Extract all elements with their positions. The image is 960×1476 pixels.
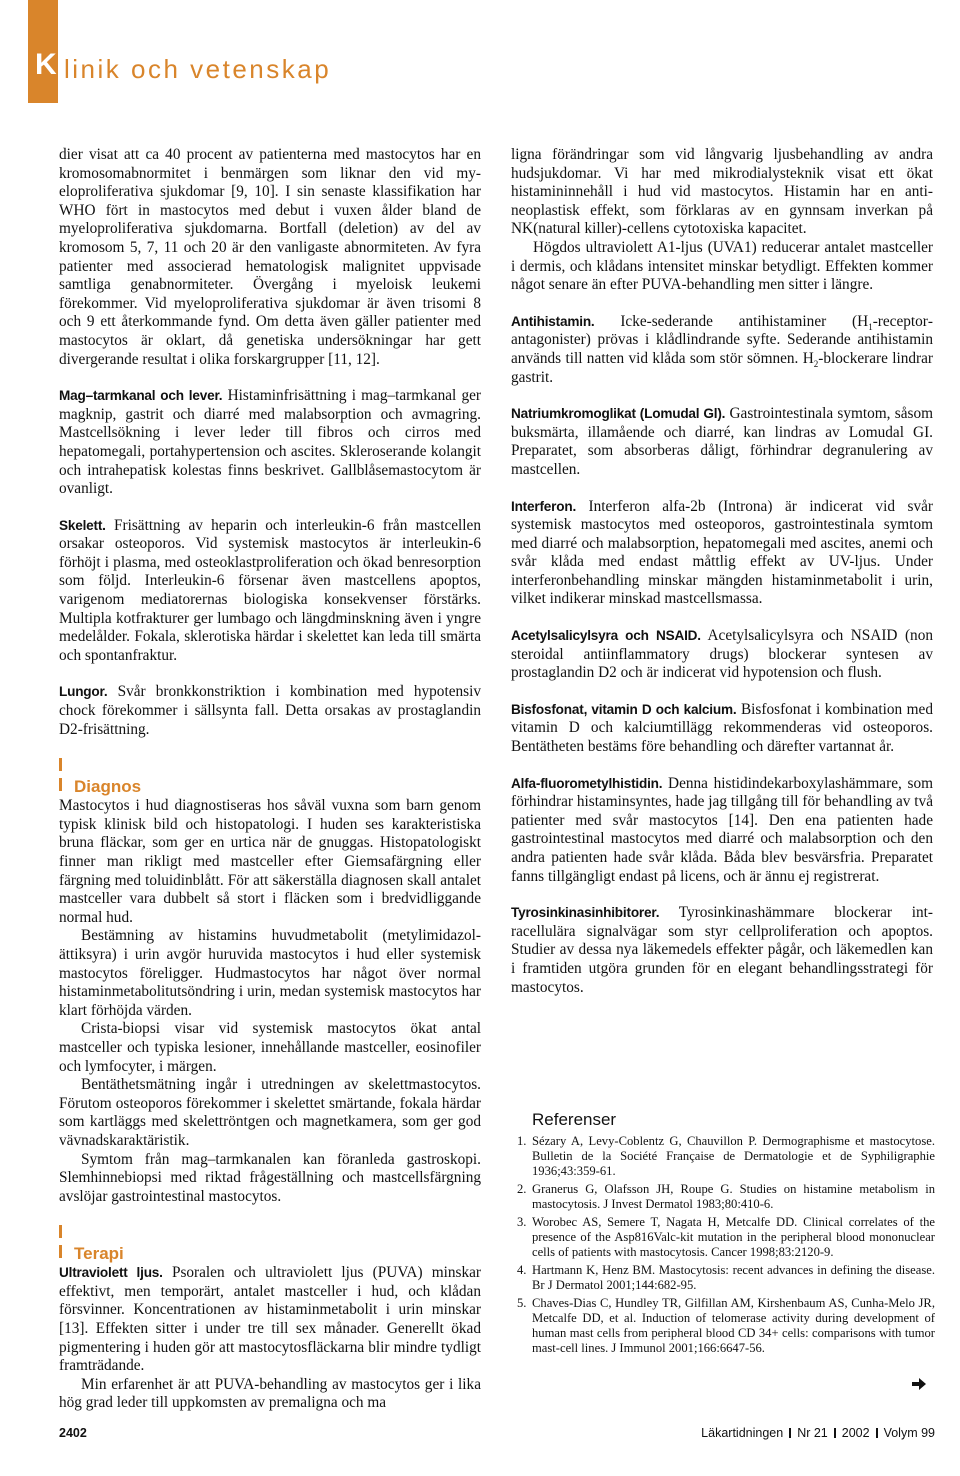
paragraph-text: Interferon alfa-2b (Introna) är indicerat vid svår systemisk mastocytos med osteoporos, gastrointestinala symtom med diarré och malabsorption, hepatomegali med ascites, anemi och svår klåda med endast måttlig effekt av UV-ljus. Under interferonbehandling minskar mängden histaminmetabolit i urin, vilket indikerar minskad mastcellsmassa. — [511, 497, 933, 608]
paragraph: dier visat att ca 40 procent av patienterna med mastocytos har en kromosomabnormitet i benmärgen som liknar den vid myeloproliferativa sjukdomar [9, 10]. I sin senaste klassifikation har WHO fört in mastocytos med debut i vuxen ålder bland de myeloproliferativa sjukdomarna. Bortfall (deletion) av del av kromosom 5, 7, 11 och 20 är den vanligaste abnormiteten. Av fyra patienter med associerad hematologisk malignitet uppvisade samtliga genabnormiteter. Övergång i myeloisk leukemi förekommer. Vid myeloproliferativa sjukdomar är även trisomi 8 och 9 ett återkommande fynd. Om detta även gäller patienter med mastocytos är oklart, då genetiska undersökningar har gett divergerande resultat i olika forskargrupper [11, 12]. — [59, 146, 481, 368]
reference-number: 2. — [517, 1182, 527, 1196]
journal-name: Läkartidningen — [701, 1426, 784, 1440]
run-in-heading: Antihistamin. — [511, 313, 595, 329]
header-section-title: linik och vetenskap — [64, 54, 332, 84]
paragraph-text: Frisättning av heparin och interleukin-6 från mastcellen orsakar osteoporos. Vid systemisk mastocytos är interleukin-6 förhöjt i plasma, med osteoklastproliferation och ökad benresorption som följd. Interleukin-6 försenar även mastcellens apoptos, varigenom mediatorernas biologiska konsekvenser förstärks. Multipla kotfrakturer ger lumbago och längdminskning även i yngre medelålder. Fokala, sklerotiska härdar i skelettet kan leda till smärta och spontanfraktur. — [59, 516, 481, 664]
reference-number: 4. — [517, 1263, 527, 1277]
paragraph — [511, 405, 933, 479]
paragraph: Mastocytos i hud diagnostiseras hos såväl vuxna som barn genom typisk klinisk bild och histopatologi. I huden ses karakteristiska bruna fläckar, som ger en urtica när de gnuggas. Histopatologiskt finner man rikligt med mastceller efter Giemsafärgning eller färgning med toluidinblått. För att säkerställa diagnosen skall antalet mastceller vara dubbelt så stort i fläcken som i bredvidliggande normal hud. — [59, 797, 481, 926]
paragraph — [59, 517, 481, 666]
journal-info — [701, 1426, 935, 1440]
paragraph: Crista-biopsi visar vid systemisk mastocytos ökat antal mastceller och typiska lesioner, innehållande mastceller, eosinofiler och lymfocyter, i märgen. — [59, 1020, 481, 1075]
divider — [789, 1428, 791, 1438]
issue-number: Nr 21 — [797, 1426, 828, 1440]
paragraph-text: -blockerare lindrar gastrit. — [511, 349, 934, 386]
paragraph — [511, 498, 933, 610]
paragraph-text: Svår bronkkonstriktion i kombination med hypotensiv chock förekommer i sällsynta fall. Detta orsakas av prostaglandin D2-frisättning. — [59, 683, 481, 738]
run-in-heading: Lungor. — [59, 684, 108, 700]
reference-item — [511, 1182, 935, 1212]
run-in-heading: Skelett. — [59, 517, 106, 533]
run-in-heading: Tyrosinkinasinhibitorer. — [511, 905, 660, 921]
volume: Volym 99 — [883, 1426, 935, 1440]
section-marker-icon — [59, 1225, 67, 1238]
references-list — [511, 1134, 935, 1356]
header-first-letter: K — [35, 48, 57, 81]
paragraph — [59, 683, 481, 739]
page-header — [0, 0, 960, 110]
section-heading-terapi — [59, 1224, 481, 1264]
arrow-right-icon — [912, 1378, 926, 1390]
reference-text: Worobec AS, Semere T, Nagata H, Metcalfe DD. Clinical correlates of the presence of the Asp816Valc-kit mutation in the peripheral blood mononuclear cells of patients with mastocytosis. Cancer 1998;83:2120-9. — [532, 1215, 935, 1259]
section-title: Terapi — [74, 1244, 124, 1264]
paragraph — [59, 1264, 481, 1376]
reference-item — [511, 1296, 935, 1356]
paragraph-text: -receptorantagonister) prövas i klådlindrande syfte. Sederande antihistamin används till natten vid klåda som stör sömnen. H — [511, 312, 933, 367]
divider — [834, 1428, 836, 1438]
run-in-heading: Alfa-fluorometylhistidin. — [511, 775, 663, 791]
paragraph: Symtom från mag–tarmkanalen kan föranleda gastroskopi. Slemhinnebiopsi med riktad frågeställning och mastcellsfärgning avslöjar gastrointestinal mastocytos. — [59, 1150, 481, 1205]
right-column — [511, 146, 933, 997]
run-in-heading: Mag–tarmkanal och lever. — [59, 388, 223, 404]
paragraph-text: Gastrointestinala symtom, såsom buksmärta, illamående och diarré, kan lindras av Lomudal GI. Preparatet, som absorberas dåligt, förhindrar degranulering av mastcellen. — [511, 405, 933, 478]
run-in-heading: Natriumkromoglikat (Lomudal Gl). — [511, 406, 726, 422]
paragraph-text: Acetylsalicylsyra och NSAID (non steroidal antiinflammatory drugs) blockerar syntesen av prostaglandin D2 och är indicerat vid hypotension och flush. — [511, 627, 933, 682]
paragraph — [511, 627, 933, 683]
paragraph: Bentäthetsmätning ingår i utredningen av skelettmastocytos. Förutom osteoporos förekommer i skelettet smärtande, fokala härdar som kartläggs med skelettröntgen och magnetkamera, som ger god vävnadskaraktäristik. — [59, 1076, 481, 1149]
references-section — [511, 1110, 935, 1359]
reference-item — [511, 1134, 935, 1179]
run-in-heading: Bisfosfonat, vitamin D och kalcium. — [511, 701, 737, 717]
paragraph: Min erfarenhet är att PUVA-behandling av mastocytos ger i lika hög grad leder till uppkomsten av premaligna och ma — [59, 1375, 481, 1412]
paragraph — [511, 904, 933, 997]
reference-item — [511, 1215, 935, 1260]
subscript: 2 — [813, 358, 819, 369]
reference-text: Chaves-Dias C, Hundley TR, Gilfillan AM, Kirshenbaum AS, Cunha-Melo JR, Metcalfe DD, et al. Induction of telomerase activity during development of human mast cells from peripheral blood CD 34+ cells: comparisons with tumor mast-cell lines. J Immunol 2001;166:6647-56. — [532, 1296, 935, 1355]
section-heading-diagnos — [59, 757, 481, 797]
run-in-heading: Interferon. — [511, 498, 577, 514]
reference-text: Sézary A, Levy-Coblentz G, Chauvillon P. Dermographisme et mastocytose. Bulletin de la Société Française de Dermatologie et de Syphiligraphie 1936;43:359-61. — [532, 1134, 935, 1178]
run-in-heading: Ultraviolett ljus. — [59, 1265, 163, 1281]
paragraph — [511, 775, 933, 887]
section-title: Diagnos — [74, 777, 142, 797]
paragraph-text: Psoralen och ultraviolett ljus (PUVA) minskar effektivt, men temporärt, antalet mastceller i hud, och klådan försvinner. Koncentrationen av histaminmetabolit i urin minskar [13]. Effekten sitter i under tre till sex månader. Generellt ökad pigmentering i huden gör att mastocytosfläckarna blir mindre tydligt framträdande. — [59, 1264, 482, 1375]
paragraph — [511, 701, 933, 757]
page-footer — [59, 1426, 935, 1444]
page-number: 2402 — [59, 1426, 87, 1440]
reference-text: Granerus G, Olafsson JH, Roupe G. Studies on histamine metabolism in mastocytosis. J Invest Dermatol 1983;80:410-6. — [532, 1182, 935, 1211]
paragraph-text: Icke-sederande antihistaminer (H — [594, 312, 869, 330]
subscript: 1 — [868, 321, 873, 332]
reference-number: 1. — [517, 1134, 527, 1148]
paragraph-text: Bisfosfonat i kombination med vitamin D och kalciumtillägg rekommenderas vid osteoporos. Bentätheten bestäms före behandling och därefter vartannat år. — [511, 700, 933, 756]
reference-number: 3. — [517, 1215, 527, 1229]
year: 2002 — [841, 1426, 870, 1440]
reference-text: Hartmann K, Henz BM. Mastocytosis: recent advances in defining the disease. Br J Dermatol 2001;144:682-95. — [532, 1263, 935, 1292]
paragraph: Bestämning av histamins huvudmetabolit (metylimidazolättiksyra) i urin avgör huruvida mastocytos i hud eller systemisk mastocytos föreligger. Hudmastocytos har något över normal histaminmetabolitutsöndring i urin, medan systemisk mastocytos har klart förhöjda värden. — [59, 927, 481, 1019]
paragraph: ligna förändringar som vid långvarig ljusbehandling av andra hudsjukdomar. Vi har med mikrodialysteknik visat ett ökat histamininnehåll i hud vid mastocytos. Histamin har en antineoplastisk effekt, som förklaras av en gynnsam inverkan på NK(natural killer)-cellens cytotoxiska kapacitet. — [511, 146, 933, 238]
paragraph — [511, 313, 933, 387]
reference-number: 5. — [517, 1296, 527, 1310]
paragraph: Högdos ultraviolett A1-ljus (UVA1) reducerar antalet mastceller i dermis, och klådans intensitet minskar betydligt. Effekten kommer något senare än efter PUVA-behandling men sitter i längre. — [511, 238, 933, 294]
paragraph — [59, 387, 481, 499]
references-title: Referenser — [532, 1110, 617, 1129]
paragraph-text: Tyrosinkinashämmare blockerar intracellulära signalvägar som styr cellproliferation och apoptos. Studier av dessa nya läkemedels effekter pågår, och läkemedlen kan i framtiden utgöra grunden för en elegant behandlingsstrategi för mastocytos. — [511, 904, 933, 996]
left-column — [59, 146, 481, 1413]
run-in-heading: Acetylsalicylsyra och NSAID. — [511, 628, 701, 644]
divider — [876, 1428, 878, 1438]
paragraph-text: Denna histidindekarboxylashämmare, som förhindrar histaminsyntes, hade jag tillgång till för behandling av två patienter med svår mastocytos [14]. Den ena patienten hade gastrointestinal mastocytos med diarré och malabsorption och den andra patienten hade svår klåda. Båda blev besvärsfria. Preparatet fanns tillgängligt endast på licens, och är ännu ej registrerat. — [511, 774, 933, 885]
section-marker-icon — [59, 758, 67, 771]
reference-item — [511, 1263, 935, 1293]
paragraph-text: Histaminfrisättning i mag–tarmkanal ger magknip, gastrit och diarré med malabsorption och avmagring. Mastcellsökning i lever leder till fibros och cirros med hepatomegali, portahypertension och ascites. Skleroserande kolangit och intrahepatisk kolestas finns beskrivet. Gallblåsemastocytom är ovanligt. — [59, 387, 482, 498]
